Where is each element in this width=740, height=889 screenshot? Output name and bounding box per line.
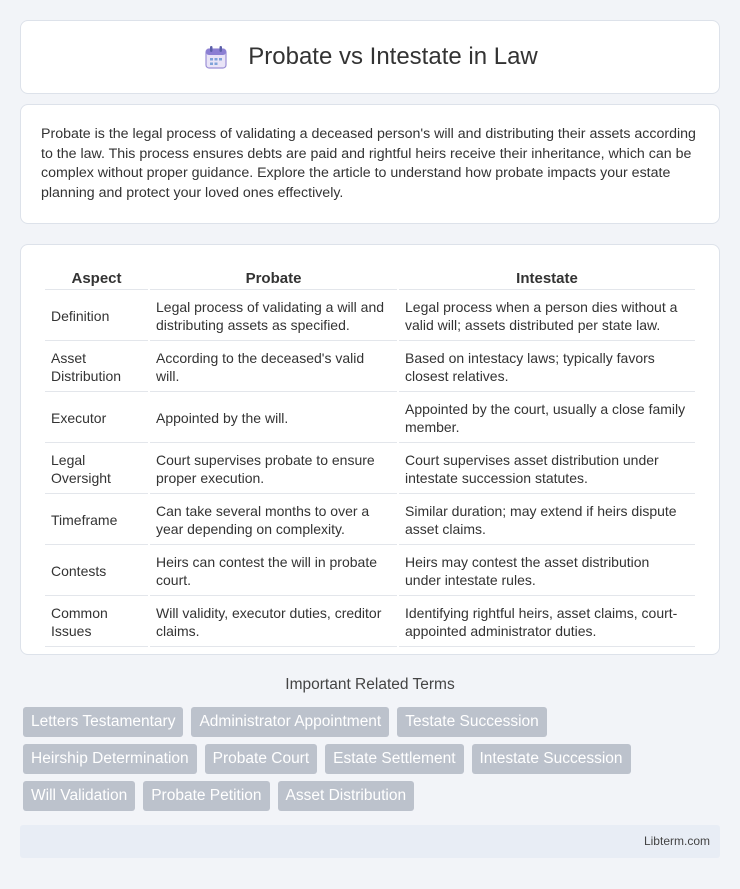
cell-probate: Appointed by the will. bbox=[150, 394, 397, 443]
table-row bbox=[45, 394, 695, 443]
cell-intestate: Appointed by the court, usually a close family member. bbox=[399, 394, 695, 443]
footer bbox=[20, 825, 720, 858]
cell-probate: Can take several months to over a year depending on complexity. bbox=[150, 496, 397, 545]
cell-aspect: Timeframe bbox=[45, 496, 148, 545]
table-row bbox=[45, 547, 695, 596]
intro-card bbox=[20, 104, 720, 224]
cell-intestate: Legal process when a person dies without a valid will; assets distributed per state law. bbox=[399, 292, 695, 341]
page-title: Probate vs Intestate in Law bbox=[248, 43, 538, 70]
footer-site-link[interactable]: Libterm.com bbox=[643, 834, 710, 848]
tag-asset-distribution[interactable]: Asset Distribution bbox=[278, 781, 415, 811]
cell-aspect: Definition bbox=[45, 292, 148, 341]
title-wrap bbox=[202, 43, 538, 71]
cell-probate: Court supervises probate to ensure proper execution. bbox=[150, 445, 397, 494]
cell-intestate: Based on intestacy laws; typically favors closest relatives. bbox=[399, 343, 695, 392]
cell-probate: Legal process of validating a will and distributing assets as specified. bbox=[150, 292, 397, 341]
related-terms-list bbox=[23, 707, 723, 811]
cell-probate: Heirs can contest the will in probate court. bbox=[150, 547, 397, 596]
header-intestate: Intestate bbox=[399, 267, 695, 290]
calendar-icon bbox=[202, 43, 230, 71]
cell-intestate: Court supervises asset distribution under intestate succession statutes. bbox=[399, 445, 695, 494]
table-header-row bbox=[45, 267, 695, 290]
tag-testate-succession[interactable]: Testate Succession bbox=[397, 707, 547, 737]
cell-probate: According to the deceased's valid will. bbox=[150, 343, 397, 392]
cell-aspect: Asset Distribution bbox=[45, 343, 148, 392]
tag-probate-court[interactable]: Probate Court bbox=[205, 744, 318, 774]
tag-letters-testamentary[interactable]: Letters Testamentary bbox=[23, 707, 183, 737]
intro-text: Probate is the legal process of validating a deceased person's will and distributing their assets according to the law. This process ensures debts are paid and rightful heirs receive their inheritance, which can be complex without proper guidance. Explore the article to understand how probate impacts your estate planning and protect your loved ones effectively. bbox=[41, 126, 696, 201]
table-row bbox=[45, 445, 695, 494]
cell-intestate: Similar duration; may extend if heirs dispute asset claims. bbox=[399, 496, 695, 545]
cell-aspect: Contests bbox=[45, 547, 148, 596]
cell-aspect: Common Issues bbox=[45, 598, 148, 647]
tag-will-validation[interactable]: Will Validation bbox=[23, 781, 135, 811]
header-aspect: Aspect bbox=[45, 267, 148, 290]
tag-administrator-appointment[interactable]: Administrator Appointment bbox=[191, 707, 389, 737]
header-probate: Probate bbox=[150, 267, 397, 290]
tag-probate-petition[interactable]: Probate Petition bbox=[143, 781, 269, 811]
cell-probate: Will validity, executor duties, creditor claims. bbox=[150, 598, 397, 647]
cell-aspect: Executor bbox=[45, 394, 148, 443]
table-row bbox=[45, 496, 695, 545]
table-row bbox=[45, 292, 695, 341]
tag-intestate-succession[interactable]: Intestate Succession bbox=[472, 744, 631, 774]
tag-heirship-determination[interactable]: Heirship Determination bbox=[23, 744, 197, 774]
related-terms-title: Important Related Terms bbox=[285, 676, 455, 693]
cell-intestate: Identifying rightful heirs, asset claims, court-appointed administrator duties. bbox=[399, 598, 695, 647]
table-row bbox=[45, 343, 695, 392]
comparison-table bbox=[43, 265, 697, 649]
tag-estate-settlement[interactable]: Estate Settlement bbox=[325, 744, 463, 774]
cell-aspect: Legal Oversight bbox=[45, 445, 148, 494]
table-row bbox=[45, 598, 695, 647]
cell-intestate: Heirs may contest the asset distribution under intestate rules. bbox=[399, 547, 695, 596]
header-card bbox=[20, 20, 720, 94]
table-card bbox=[20, 244, 720, 655]
